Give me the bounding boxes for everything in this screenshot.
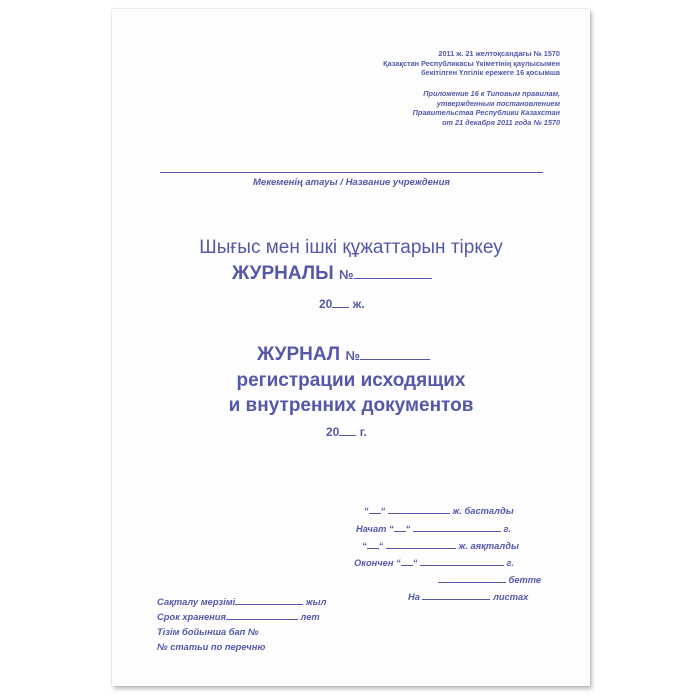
- approval-note-ru-line: Правительства Республики Казахстан: [412, 108, 560, 118]
- journal-cover: [112, 9, 590, 686]
- approval-note-ru: [300, 89, 560, 127]
- day-blank: [367, 547, 379, 549]
- quote-mark: “: [396, 558, 401, 568]
- storage-blank: [235, 603, 303, 605]
- journal-number-blank: [360, 358, 430, 360]
- approval-note-ru-line: утвержденным постановлением: [436, 98, 560, 108]
- quote-mark: “: [362, 541, 367, 551]
- started-ru-label: Начат: [356, 524, 387, 534]
- day-blank: [394, 530, 406, 532]
- year-blank: [339, 434, 356, 436]
- year-kz: [319, 297, 365, 311]
- title-kz-word: ЖУРНАЛЫ: [232, 263, 334, 284]
- title-ru-line1: [257, 344, 430, 366]
- storage-ru-label: Срок хранения: [157, 612, 226, 622]
- day-blank: [369, 512, 381, 514]
- storage-term-ru: [157, 612, 320, 622]
- month-blank: [420, 564, 504, 566]
- pages-ru: [408, 592, 528, 602]
- quote-mark: “: [364, 506, 369, 516]
- year-suffix: г.: [359, 425, 367, 439]
- pages-blank: [438, 581, 506, 583]
- title-kz-line1: Шығыс мен ішкі құжаттарын тіркеу: [199, 237, 503, 258]
- title-kz-line2: [232, 263, 432, 285]
- approval-note-ru-line: от 21 декабря 2011 года № 1570: [442, 117, 560, 127]
- year-prefix: 20: [319, 297, 333, 311]
- quote-mark: “: [378, 541, 384, 551]
- month-blank: [413, 530, 501, 532]
- list-article-ru: № статьи по перечню: [157, 642, 266, 652]
- year-suffix: г.: [506, 558, 514, 568]
- year-suffix: г.: [503, 524, 511, 534]
- end-date-ru: [354, 558, 514, 568]
- quote-mark: “: [412, 558, 418, 568]
- quote-mark: “: [388, 524, 394, 534]
- organization-caption: Мекеменің атауы / Название учреждения: [253, 177, 450, 188]
- year-blank: [332, 306, 349, 308]
- pages-blank: [422, 598, 490, 600]
- quote-mark: “: [405, 524, 411, 534]
- year-prefix: 20: [326, 425, 340, 439]
- title-ru-line3: и внутренних документов: [228, 395, 474, 416]
- journal-number-blank: [354, 277, 432, 279]
- year-suffix: ж.: [352, 297, 365, 311]
- month-blank: [386, 547, 456, 549]
- end-date-kz: [362, 541, 519, 551]
- title-ru-line2: регистрации исходящих: [236, 370, 466, 391]
- storage-blank: [226, 618, 298, 620]
- day-blank: [401, 564, 413, 566]
- number-sign: №: [339, 267, 354, 282]
- title-ru-word: ЖУРНАЛ: [257, 344, 341, 365]
- approval-note-kz-line: бекітілген Үлгілік ережеге 16 қосымша: [421, 68, 560, 78]
- quote-mark: “: [380, 506, 386, 516]
- month-blank: [388, 512, 450, 514]
- started-kz-label: ж. басталды: [452, 506, 514, 516]
- storage-term-kz: [157, 597, 326, 607]
- ended-kz-label: ж. аяқталды: [458, 541, 519, 551]
- start-date-kz: [364, 506, 514, 516]
- approval-note-kz-line: Қазақстан Республикасы Үкіметінің қаулысымен: [383, 58, 560, 68]
- organization-name-line: [160, 172, 543, 173]
- storage-ru-suffix: лет: [300, 612, 320, 622]
- year-ru: [326, 425, 367, 439]
- storage-kz-label: Сақталу мерзімі: [157, 597, 236, 607]
- number-sign: №: [345, 348, 360, 363]
- pages-kz-label: бетте: [508, 575, 542, 585]
- ended-ru-label: Окончен: [354, 558, 394, 568]
- storage-kz-suffix: жыл: [305, 597, 327, 607]
- list-article-kz: Тізім бойынша бап №: [157, 627, 259, 637]
- approval-note-kz: [300, 49, 560, 78]
- approval-note-ru-line: Приложение 16 к Типовым правилам,: [423, 89, 560, 98]
- start-date-ru: [356, 524, 511, 534]
- pages-kz: [438, 575, 541, 585]
- pages-ru-suffix: листах: [493, 592, 529, 602]
- pages-ru-label: На: [408, 592, 420, 602]
- approval-note-kz-line: 2011 ж. 21 желтоқсандағы № 1570: [438, 49, 560, 58]
